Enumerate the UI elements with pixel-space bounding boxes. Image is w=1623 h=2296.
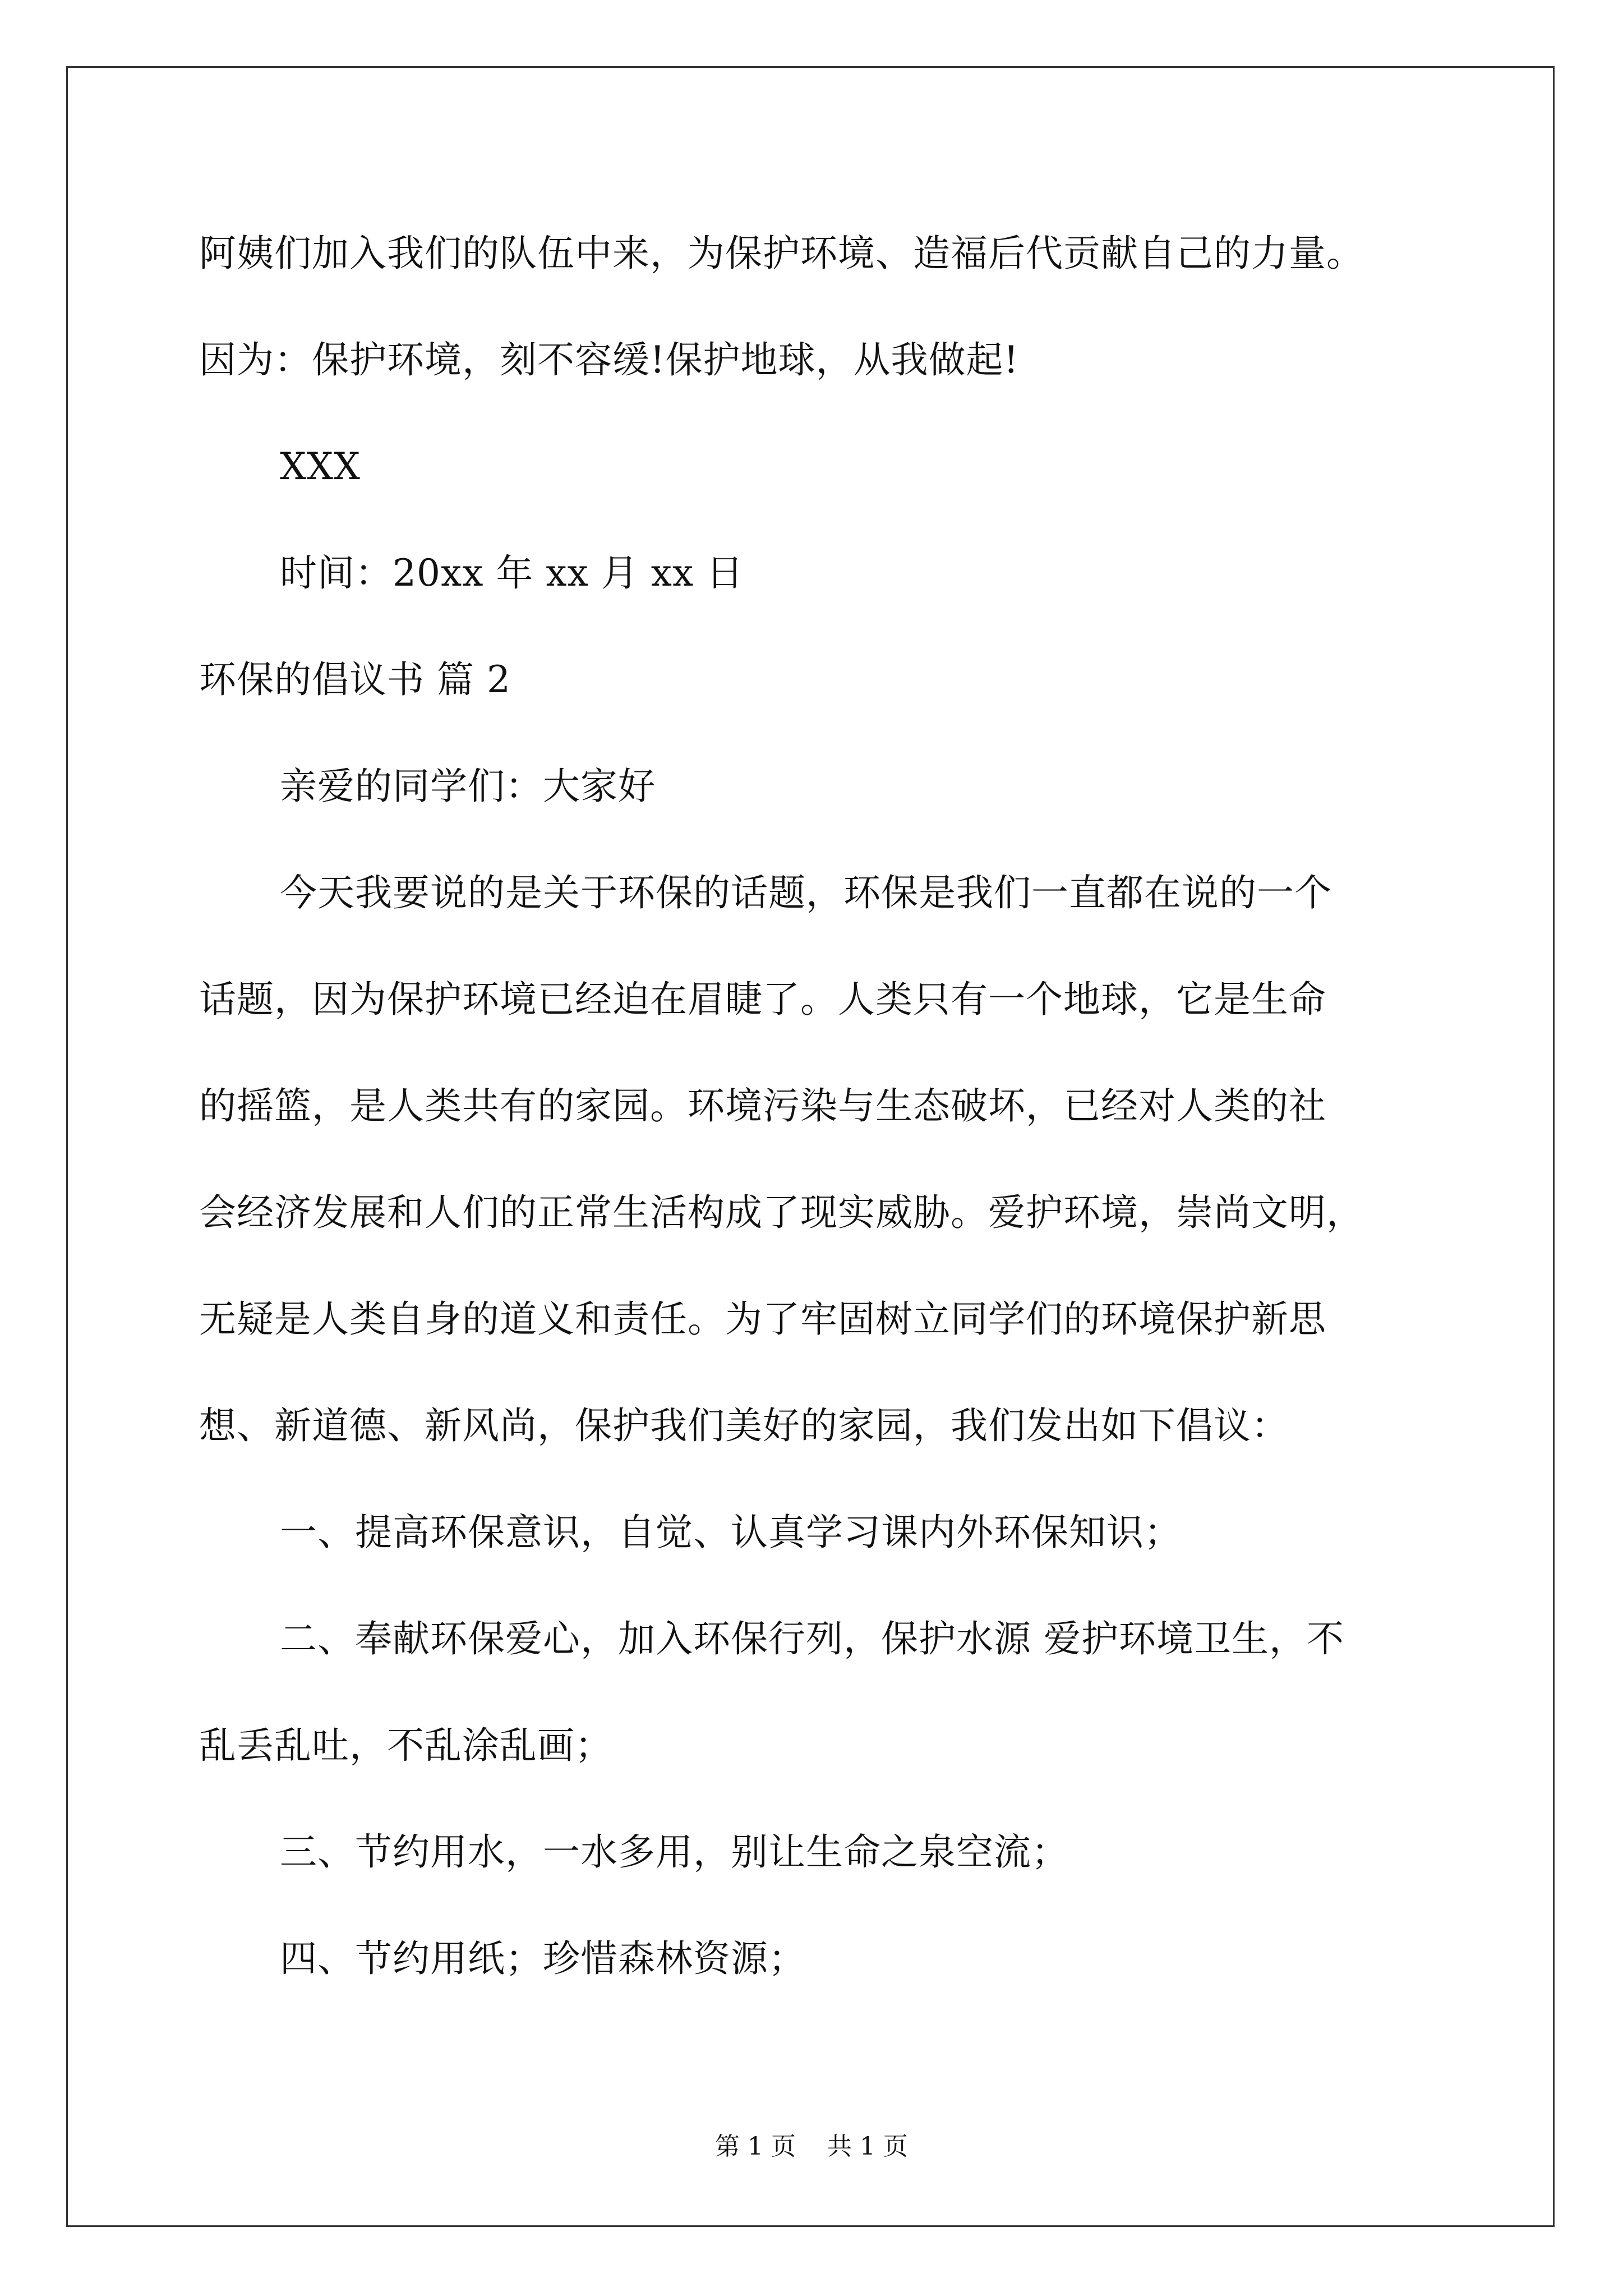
text-line: 想、新道德、新风尚，保护我们美好的家园，我们发出如下倡议： xyxy=(199,1404,1289,1447)
date-line: 时间：20xx 年 xx 月 xx 日 xyxy=(280,551,744,595)
section-heading: 环保的倡议书 篇 2 xyxy=(199,658,511,701)
text-line: 无疑是人类自身的道义和责任。为了牢固树立同学们的环境保护新思 xyxy=(199,1297,1326,1341)
text-line: 阿姨们加入我们的队伍中来，为保护环境、造福后代贡献自己的力量。 xyxy=(199,232,1364,275)
text-line: 的摇篮，是人类共有的家园。环境污染与生态破坏，已经对人类的社 xyxy=(199,1084,1326,1128)
proposal-item: 一、提高环保意识，自觉、认真学习课内外环保知识； xyxy=(280,1511,1182,1554)
proposal-item: 三、节约用水，一水多用，别让生命之泉空流； xyxy=(280,1830,1069,1874)
text-line: 乱丢乱吐，不乱涂乱画； xyxy=(199,1724,612,1767)
text-line: 因为：保护环境，刻不容缓!保护地球，从我做起! xyxy=(199,338,1020,381)
text-line: 会经济发展和人们的正常生活构成了现实威胁。爱护环境，崇尚文明， xyxy=(199,1191,1364,1234)
text-line: 今天我要说的是关于环保的话题，环保是我们一直都在说的一个 xyxy=(280,871,1332,914)
page-footer: 第 1 页 共 1 页 xyxy=(715,2132,908,2161)
signature-name: XXX xyxy=(280,445,361,488)
proposal-item: 四、节约用纸；珍惜森林资源； xyxy=(280,1937,806,1980)
text-line: 话题，因为保护环境已经迫在眉睫了。人类只有一个地球，它是生命 xyxy=(199,978,1326,1021)
salutation: 亲爱的同学们：大家好 xyxy=(280,765,656,808)
page-border xyxy=(66,66,1555,2227)
proposal-item: 二、奉献环保爱心，加入环保行列，保护水源 爱护环境卫生，不 xyxy=(280,1617,1344,1660)
